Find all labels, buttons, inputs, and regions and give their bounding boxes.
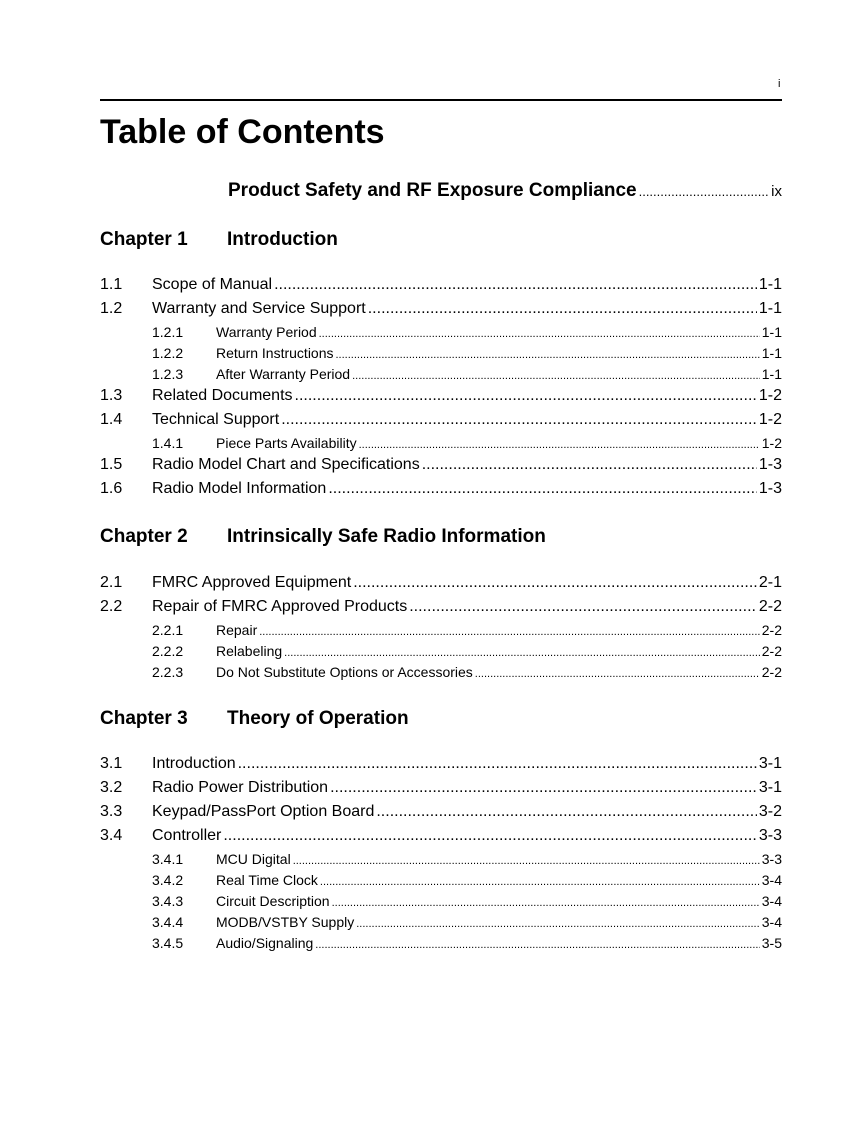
toc-entry[interactable] xyxy=(100,276,782,300)
toc-entry-page: 1-1 xyxy=(761,324,782,340)
toc-entry-label: Circuit Description xyxy=(216,893,330,909)
toc-entry-page: 3-4 xyxy=(761,872,782,888)
toc-subentry[interactable] xyxy=(100,893,782,914)
dot-leader xyxy=(295,387,757,405)
dot-leader xyxy=(422,456,757,474)
toc-entry-label: Audio/Signaling xyxy=(216,935,314,951)
toc-entry-label: Product Safety and RF Exposure Compliance xyxy=(228,180,637,201)
toc-entry-page: 1-3 xyxy=(758,456,782,473)
toc-entry-page: 3-5 xyxy=(761,935,782,951)
toc-entry-number: 3.4.2 xyxy=(152,872,184,888)
toc-entry-label: Return Instructions xyxy=(216,345,334,361)
toc-entry[interactable] xyxy=(100,387,782,411)
toc-entry-page: 2-2 xyxy=(758,598,782,615)
chapter-number: Chapter 2 xyxy=(100,526,188,547)
page-title: Table of Contents xyxy=(100,113,385,151)
toc-entry-label: Repair xyxy=(216,622,258,638)
page-number: i xyxy=(778,78,781,90)
toc-entry-page: 1-2 xyxy=(758,387,782,404)
chapter-heading-1[interactable] xyxy=(100,229,338,251)
toc-entry-number: 3.4 xyxy=(100,827,123,844)
chapter-heading-3[interactable] xyxy=(100,708,409,730)
toc-entry[interactable] xyxy=(100,574,782,598)
chapter-title: Intrinsically Safe Radio Information xyxy=(227,526,546,547)
dot-leader xyxy=(223,827,757,845)
toc-list-chapter-1 xyxy=(100,276,782,504)
toc-entry-number: 1.6 xyxy=(100,480,123,497)
toc-entry[interactable] xyxy=(100,456,782,480)
toc-subentry[interactable] xyxy=(100,366,782,387)
toc-entry-number: 3.1 xyxy=(100,755,123,772)
toc-list-chapter-2 xyxy=(100,574,782,685)
toc-entry-page: 1-1 xyxy=(761,366,782,382)
toc-entry-page: 1-2 xyxy=(761,435,782,451)
toc-list-chapter-3 xyxy=(100,755,782,956)
dot-leader xyxy=(274,276,757,294)
chapter-heading-2[interactable] xyxy=(100,526,546,548)
toc-entry-number: 2.2.3 xyxy=(152,664,184,680)
toc-entry-page: ix xyxy=(771,183,782,200)
toc-entry[interactable] xyxy=(100,480,782,504)
toc-entry-label: Technical Support xyxy=(152,411,280,428)
toc-entry[interactable] xyxy=(100,779,782,803)
dot-leader xyxy=(359,439,760,451)
toc-subentry[interactable] xyxy=(100,324,782,345)
toc-subentry[interactable] xyxy=(100,914,782,935)
toc-subentry[interactable] xyxy=(100,643,782,664)
toc-entry-number: 1.1 xyxy=(100,276,123,293)
toc-entry[interactable] xyxy=(100,827,782,851)
toc-entry-label: Radio Model Information xyxy=(152,480,327,497)
toc-entry-page: 3-2 xyxy=(758,803,782,820)
toc-entry-page: 3-4 xyxy=(761,914,782,930)
toc-entry-number: 3.4.5 xyxy=(152,935,184,951)
dot-leader xyxy=(319,328,760,340)
dot-leader xyxy=(315,939,759,951)
toc-entry[interactable] xyxy=(100,598,782,622)
toc-subentry[interactable] xyxy=(100,664,782,685)
dot-leader xyxy=(639,184,770,199)
toc-entry-page: 2-1 xyxy=(758,574,782,591)
dot-leader xyxy=(320,876,760,888)
toc-entry-page: 1-3 xyxy=(758,480,782,497)
toc-entry-number: 2.2.2 xyxy=(152,643,184,659)
toc-entry-number: 1.2.3 xyxy=(152,366,184,382)
dot-leader xyxy=(409,598,757,616)
toc-entry-front-matter[interactable] xyxy=(228,180,782,202)
toc-entry[interactable] xyxy=(100,411,782,435)
dot-leader xyxy=(336,349,760,361)
toc-entry-number: 2.2 xyxy=(100,598,123,615)
toc-entry-number: 3.3 xyxy=(100,803,123,820)
dot-leader xyxy=(328,480,757,498)
toc-entry[interactable] xyxy=(100,803,782,827)
dot-leader xyxy=(475,668,760,680)
toc-entry-label: Relabeling xyxy=(216,643,283,659)
toc-entry-number: 3.4.1 xyxy=(152,851,184,867)
toc-subentry[interactable] xyxy=(100,435,782,456)
toc-entry-label: MODB/VSTBY Supply xyxy=(216,914,355,930)
toc-subentry[interactable] xyxy=(100,851,782,872)
header-rule xyxy=(100,99,782,101)
dot-leader xyxy=(238,755,757,773)
toc-entry[interactable] xyxy=(100,300,782,324)
toc-entry-page: 3-3 xyxy=(761,851,782,867)
toc-entry-page: 3-1 xyxy=(758,755,782,772)
toc-entry-label: Scope of Manual xyxy=(152,276,273,293)
dot-leader xyxy=(259,626,760,638)
toc-entry-number: 2.1 xyxy=(100,574,123,591)
toc-entry-number: 1.2 xyxy=(100,300,123,317)
toc-subentry[interactable] xyxy=(100,622,782,643)
toc-entry-label: Radio Model Chart and Specifications xyxy=(152,456,420,473)
chapter-title: Theory of Operation xyxy=(227,708,409,729)
dot-leader xyxy=(356,918,760,930)
toc-entry-number: 2.2.1 xyxy=(152,622,184,638)
toc-entry-page: 1-2 xyxy=(758,411,782,428)
toc-entry-page: 2-2 xyxy=(761,643,782,659)
dot-leader xyxy=(293,855,760,867)
toc-subentry[interactable] xyxy=(100,935,782,956)
toc-entry-page: 1-1 xyxy=(758,276,782,293)
toc-entry-label: FMRC Approved Equipment xyxy=(152,574,352,591)
dot-leader xyxy=(281,411,757,429)
toc-entry-label: After Warranty Period xyxy=(216,366,351,382)
toc-entry-number: 1.5 xyxy=(100,456,123,473)
toc-entry-page: 2-2 xyxy=(761,622,782,638)
chapter-number: Chapter 3 xyxy=(100,708,188,729)
toc-subentry[interactable] xyxy=(100,345,782,366)
toc-entry-number: 1.2.2 xyxy=(152,345,184,361)
dot-leader xyxy=(330,779,757,797)
toc-entry-number: 1.2.1 xyxy=(152,324,184,340)
dot-leader xyxy=(284,647,760,659)
toc-entry-label: Keypad/PassPort Option Board xyxy=(152,803,375,820)
chapter-number: Chapter 1 xyxy=(100,229,188,250)
toc-entry-label: Do Not Substitute Options or Accessories xyxy=(216,664,473,680)
toc-entry-label: Real Time Clock xyxy=(216,872,318,888)
dot-leader xyxy=(332,897,760,909)
toc-entry-label: Repair of FMRC Approved Products xyxy=(152,598,408,615)
toc-entry-label: Piece Parts Availability xyxy=(216,435,357,451)
toc-entry-number: 3.4.3 xyxy=(152,893,184,909)
toc-entry-label: Controller xyxy=(152,827,222,844)
toc-entry-label: Warranty Period xyxy=(216,324,317,340)
toc-entry-number: 3.4.4 xyxy=(152,914,184,930)
toc-entry-page: 1-1 xyxy=(761,345,782,361)
toc-entry-label: Introduction xyxy=(152,755,236,772)
toc-subentry[interactable] xyxy=(100,872,782,893)
toc-entry-page: 3-4 xyxy=(761,893,782,909)
toc-entry-number: 1.4.1 xyxy=(152,435,184,451)
toc-entry-page: 3-1 xyxy=(758,779,782,796)
dot-leader xyxy=(352,370,760,382)
toc-entry-number: 1.3 xyxy=(100,387,123,404)
toc-entry-label: MCU Digital xyxy=(216,851,291,867)
toc-entry[interactable] xyxy=(100,755,782,779)
dot-leader xyxy=(376,803,757,821)
toc-entry-number: 3.2 xyxy=(100,779,123,796)
chapter-title: Introduction xyxy=(227,229,338,250)
dot-leader xyxy=(353,574,757,592)
toc-entry-label: Warranty and Service Support xyxy=(152,300,366,317)
toc-entry-page: 3-3 xyxy=(758,827,782,844)
dot-leader xyxy=(368,300,757,318)
toc-entry-number: 1.4 xyxy=(100,411,123,428)
toc-entry-label: Related Documents xyxy=(152,387,293,404)
toc-entry-page: 2-2 xyxy=(761,664,782,680)
toc-entry-label: Radio Power Distribution xyxy=(152,779,329,796)
toc-entry-page: 1-1 xyxy=(758,300,782,317)
